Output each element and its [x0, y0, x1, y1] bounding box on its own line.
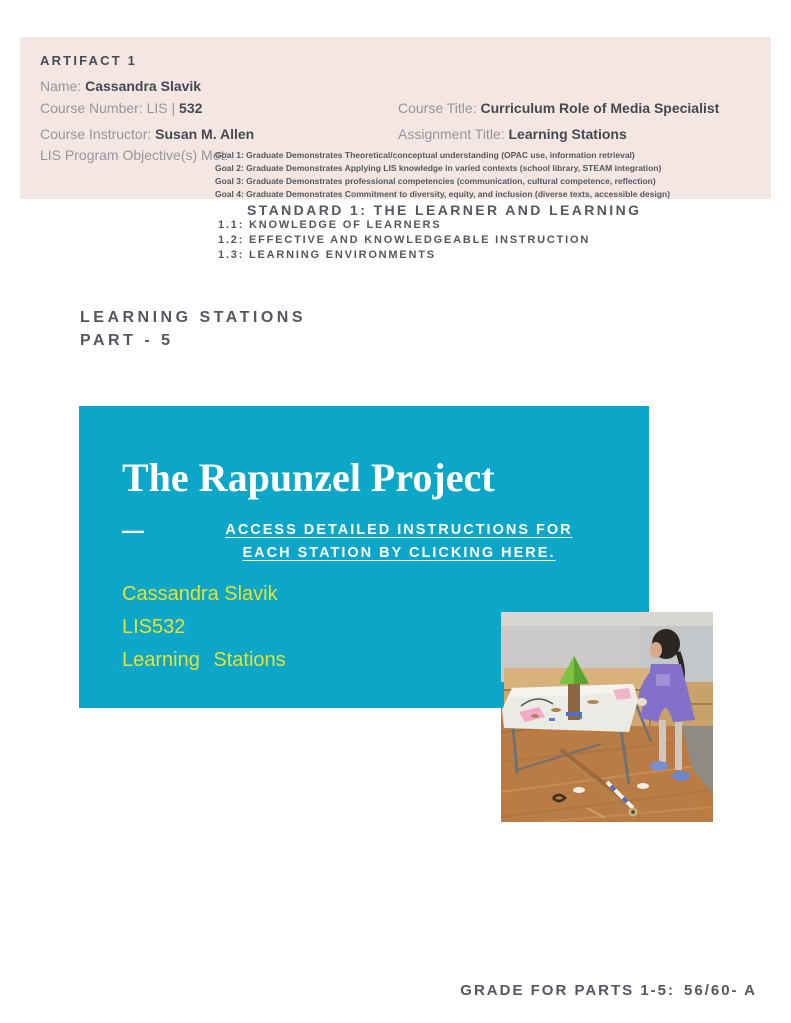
goal-line: Goal 1: Graduate Demonstrates Theoretical/conceptual understanding (OPAC use, information retrieval) [215, 150, 635, 160]
instructions-link-line2[interactable]: EACH STATION BY CLICKING HERE. [242, 545, 556, 561]
standards-block [218, 202, 641, 263]
section-heading-line1: LEARNING STATIONS [80, 309, 307, 326]
name-value: Cassandra Slavik [85, 78, 202, 94]
field-assignment-title [398, 126, 627, 142]
artifact-title: ARTIFACT 1 [40, 53, 138, 68]
course-number-value: 532 [179, 100, 203, 116]
instructions-link-line1[interactable]: ACCESS DETAILED INSTRUCTIONS FOR [225, 522, 573, 538]
photo-illustration [501, 612, 713, 822]
standards-item: 1.2: EFFECTIVE AND KNOWLEDGEABLE INSTRUCTION [218, 234, 591, 246]
course-instructor-label: Course Instructor: [40, 126, 152, 142]
goal-line: Goal 2: Graduate Demonstrates Applying LIS knowledge in varied contexts (school library, STEAM integration) [215, 163, 662, 173]
standards-item: 1.3: LEARNING ENVIRONMENTS [218, 249, 436, 261]
course-instructor-value: Susan M. Allen [155, 126, 255, 142]
objectives-label: LIS Program Objective(s) Met: [40, 147, 229, 163]
goal-line: Goal 4: Graduate Demonstrates Commitment to diversity, equity, and inclusion (diverse texts, accessible design) [215, 189, 671, 199]
field-course-instructor [40, 126, 254, 142]
section-heading-line2: PART - 5 [80, 332, 174, 349]
grade-value: 56/60- A [684, 982, 757, 999]
author-block [122, 578, 286, 677]
standards-title: STANDARD 1: THE LEARNER AND LEARNING [247, 202, 642, 218]
author-assignment: Learning Stations [122, 649, 286, 671]
artifact-header [20, 37, 771, 199]
author-name: Cassandra Slavik [122, 583, 278, 605]
assignment-title-label: Assignment Title: [398, 126, 505, 142]
grade-line [460, 982, 757, 999]
course-title-label: Course Title: [398, 100, 477, 116]
field-course-number [40, 100, 202, 116]
goals-list [215, 149, 670, 201]
field-name [40, 78, 201, 94]
course-number-label: Course Number: LIS | [40, 100, 176, 116]
course-title-value: Curriculum Role of Media Specialist [480, 100, 720, 116]
field-objectives [40, 147, 228, 163]
dash-decoration: — [122, 518, 145, 543]
artifact-photo [501, 612, 713, 822]
assignment-title-value: Learning Stations [508, 126, 627, 142]
author-course: LIS532 [122, 616, 186, 638]
goal-line: Goal 3: Graduate Demonstrates professional competencies (communication, cultural competence, reflection) [215, 176, 656, 186]
standards-item: 1.1: KNOWLEDGE OF LEARNERS [218, 219, 442, 231]
field-course-title [398, 100, 719, 116]
instructions-link[interactable] [179, 519, 619, 565]
name-label: Name: [40, 78, 82, 94]
project-title: The Rapunzel Project [122, 455, 495, 500]
grade-label: GRADE FOR PARTS 1-5: [460, 982, 676, 999]
section-heading [80, 306, 306, 352]
